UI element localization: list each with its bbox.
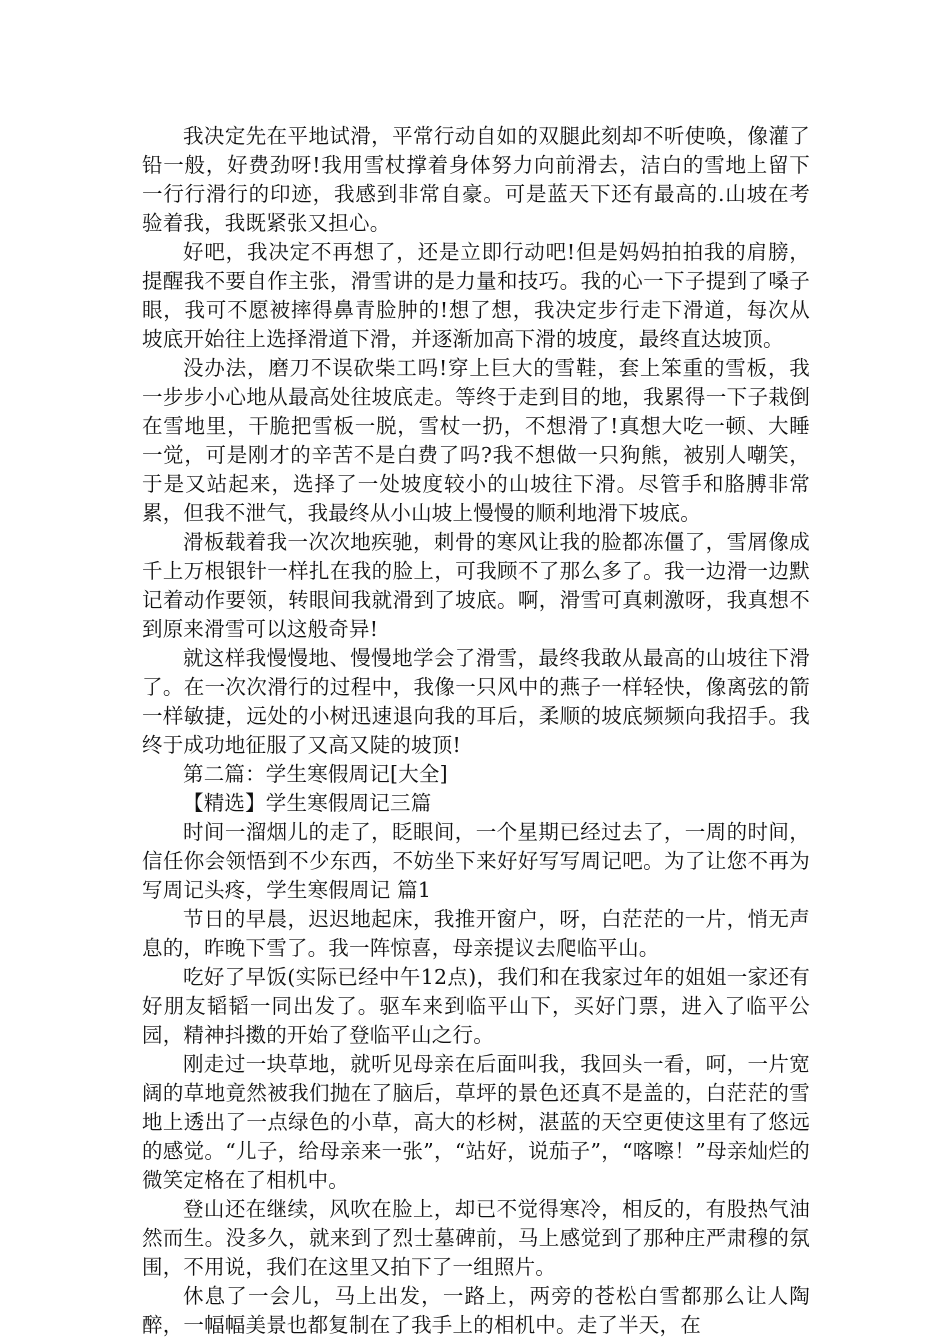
article-title: 【精选】学生寒假周记三篇 bbox=[183, 791, 432, 815]
paragraph: 节日的早晨，迟迟地起床，我推开窗户，呀，白茫茫的一片，悄无声息的，昨晚下雪了。我一阵惊喜，母亲提议去爬临平山。 bbox=[142, 907, 810, 960]
paragraph: 登山还在继续，风吹在脸上，却已不觉得寒冷，相反的，有股热气油然而生。没多久，就来到了烈士墓碑前，马上感觉到了那种庄严肃穆的氛围，不用说，我们在这里又拍下了一组照片。 bbox=[142, 1197, 810, 1279]
paragraph: 我决定先在平地试滑，平常行动自如的双腿此刻却不听使唤，像灌了铅一般，好费劲呀!我用雪杖撑着身体努力向前滑去，洁白的雪地上留下一行行滑行的印迹，我感到非常自豪。可是蓝天下还有最高的.山坡在考验着我，我既紧张又担心。 bbox=[142, 124, 810, 235]
paragraph: 时间一溜烟儿的走了，眨眼间，一个星期已经过去了，一周的时间，信任你会领悟到不少东西，不妨坐下来好好写写周记吧。为了让您不再为写周记头疼，学生寒假周记 篇1 bbox=[142, 820, 810, 902]
paragraph: 没办法，磨刀不误砍柴工吗!穿上巨大的雪鞋，套上笨重的雪板，我一步步小心地从最高处往坡底走。等终于走到目的地，我累得一下子栽倒在雪地里，干脆把雪板一脱，雪杖一扔，不想滑了!真想大吃一顿、大睡一觉，可是刚才的辛苦不是白费了吗?我不想做一只狗熊，被别人嘲笑，于是又站起来，选择了一处坡度较小的山坡往下滑。尽管手和胳膊非常累，但我不泄气，我最终从小山坡上慢慢的顺利地滑下坡底。 bbox=[142, 356, 810, 525]
paragraph: 休息了一会儿，马上出发，一路上，两旁的苍松白雪都那么让人陶醉，一幅幅美景也都复制在了我手上的相机中。走了半天，在 bbox=[142, 1284, 810, 1337]
paragraph: 吃好了早饭(实际已经中午12点)，我们和在我家过年的姐姐一家还有好朋友韬韬一同出发了。驱车来到临平山下，买好门票，进入了临平公园，精神抖擞的开始了登临平山之行。 bbox=[142, 965, 810, 1047]
paragraph: 刚走过一块草地，就听见母亲在后面叫我，我回头一看，呵，一片宽阔的草地竟然被我们抛在了脑后，草坪的景色还真不是盖的，白茫茫的雪地上透出了一点绿色的小草，高大的杉树，湛蓝的天空更使这里有了悠远的感觉。“儿子，给母亲来一张”，“站好，说茄子”，“喀嚓！”母亲灿烂的微笑定格在了相机中。 bbox=[142, 1052, 810, 1192]
section-heading: 第二篇：学生寒假周记[大全] bbox=[183, 762, 448, 786]
paragraph: 好吧，我决定不再想了，还是立即行动吧!但是妈妈拍拍我的肩膀，提醒我不要自作主张，滑雪讲的是力量和技巧。我的心一下子提到了嗓子眼，我可不愿被摔得鼻青脸肿的!想了想，我决定步行走下滑道，每次从坡底开始往上选择滑道下滑，并逐渐加高下滑的坡度，最终直达坡顶。 bbox=[142, 240, 810, 351]
paragraph: 滑板载着我一次次地疾驰，刺骨的寒风让我的脸都冻僵了，雪屑像成千上万根银针一样扎在我的脸上，可我顾不了那么多了。我一边滑一边默记着动作要领，转眼间我就滑到了坡底。啊，滑雪可真刺激呀，我真想不到原来滑雪可以这般奇异! bbox=[142, 530, 810, 641]
paragraph: 就这样我慢慢地、慢慢地学会了滑雪，最终我敢从最高的山坡往下滑了。在一次次滑行的过程中，我像一只风中的燕子一样轻快，像离弦的箭一样敏捷，远处的小树迅速退向我的耳后，柔顺的坡底频频向我招手。我终于成功地征服了又高又陡的坡顶! bbox=[142, 646, 810, 757]
document-body bbox=[142, 122, 810, 1340]
